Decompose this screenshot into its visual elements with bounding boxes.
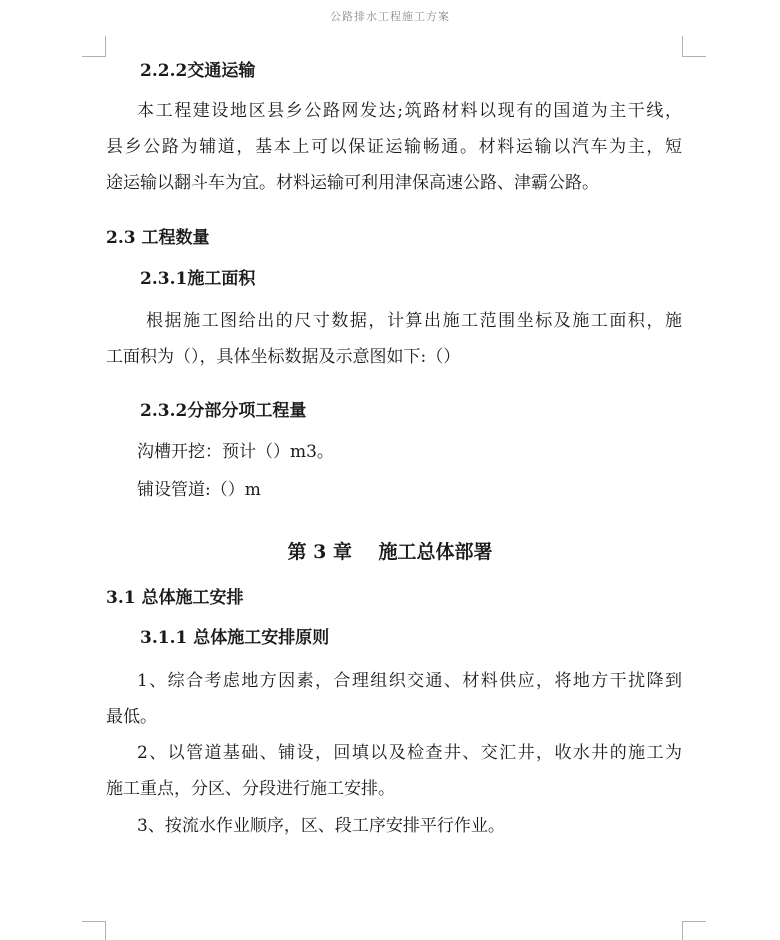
heading-2-3-1: 2.3.1施工面积	[140, 269, 256, 289]
heading-3-1: 3.1 总体施工安排	[106, 588, 244, 608]
heading-2-3: 2.3 工程数量	[106, 228, 210, 248]
running-header: 公路排水工程施工方案	[330, 10, 450, 23]
paragraph-transport-line-2: 县乡公路为辅道，基本上可以保证运输畅通。材料运输以汽车为主，短	[106, 137, 682, 157]
heading-3-1-1: 3.1.1 总体施工安排原则	[140, 628, 330, 648]
list-item-1-line-2: 最低。	[106, 707, 157, 727]
heading-2-2-2: 2.2.2交通运输	[140, 61, 256, 81]
list-item-1-line-1: 1、综合考虑地方因素，合理组织交通、材料供应，将地方干扰降到	[137, 671, 682, 691]
paragraph-area-line-2: 工面积为（），具体坐标数据及示意图如下:（）	[106, 347, 461, 367]
heading-2-3-2: 2.3.2分部分项工程量	[140, 401, 307, 421]
chapter-3-title: 第 3 章 施工总体部署	[287, 541, 493, 563]
list-item-2-line-1: 2、以管道基础、铺设，回填以及检查井、交汇井，收水井的施工为	[137, 743, 682, 763]
crop-mark-bottom-right	[682, 921, 706, 940]
crop-mark-bottom-left	[82, 921, 106, 940]
crop-mark-top-left	[82, 36, 106, 57]
paragraph-transport-line-3: 途运输以翻斗车为宜。材料运输可利用津保高速公路、津霸公路。	[106, 173, 599, 193]
paragraph-area-line-1: 根据施工图给出的尺寸数据，计算出施工范围坐标及施工面积，施	[146, 311, 682, 331]
paragraph-transport-line-1: 本工程建设地区县乡公路网发达;筑路材料以现有的国道为主干线，	[137, 101, 682, 121]
crop-mark-top-right	[682, 36, 706, 57]
paragraph-trench: 沟槽开挖：预计（）m3。	[137, 442, 334, 462]
list-item-3: 3、按流水作业顺序，区、段工序安排平行作业。	[137, 816, 505, 836]
paragraph-pipe: 铺设管道:（）m	[137, 480, 261, 500]
list-item-2-line-2: 施工重点，分区、分段进行施工安排。	[106, 779, 395, 799]
